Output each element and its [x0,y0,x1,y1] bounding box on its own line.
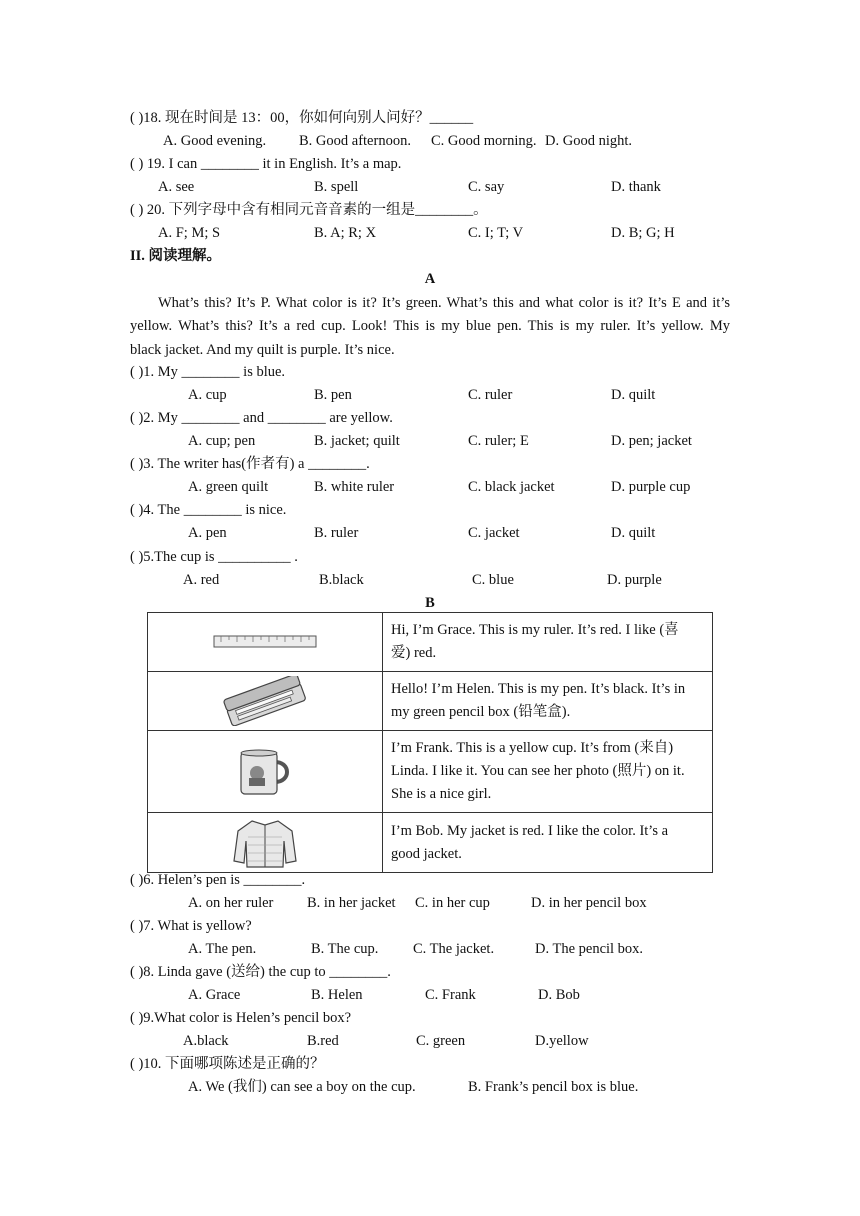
ruler-icon [213,634,317,650]
table-cell-text [383,672,713,731]
option: C. Good morning. [431,133,537,149]
table-cell-image [148,613,383,672]
option: B.red [307,1033,339,1049]
option: D. purple cup [611,479,691,495]
table-row [148,672,713,731]
passage-line: What’s this? It’s P. What color is it? It’s green. What’s this and what color is it? It’s E and it’s [158,295,730,311]
option: C. I; T; V [468,225,524,241]
table-cell-image [148,731,383,813]
option: A. green quilt [188,479,269,495]
passage-b-label: B [425,595,435,611]
option: D. Good night. [545,133,632,149]
section-heading: II. 阅读理解。 [130,248,222,264]
text-line: good jacket. [391,845,462,862]
question-1: ( )1. My ________ is blue. [130,364,286,380]
option: C. green [416,1033,466,1049]
option: D. thank [611,179,661,195]
option: C. ruler [468,387,513,403]
question-19: ( ) 19. I can ________ it in English. It’s a map. [130,156,402,172]
text-line: She is a nice girl. [391,786,492,802]
passage-b-table [147,612,713,873]
passage-a-label: A [424,271,436,287]
option: B. in her jacket [307,895,396,911]
option: D. quilt [611,525,656,541]
table-cell-image [148,813,383,873]
option: A. red [183,572,220,588]
option: A. see [158,179,195,195]
question-7: ( )7. What is yellow? [130,918,252,934]
option: A. The pen. [188,941,257,957]
table-cell-text [383,613,713,672]
option: A. We (我们) can see a boy on the cup. [188,1079,416,1095]
text-line: Hi, I’m Grace. This is my ruler. It’s red. I like (喜 [391,622,679,638]
option: A. cup [188,387,227,403]
option: C. black jacket [468,479,555,495]
text-line: I’m Frank. This is a yellow cup. It’s from (来自) [391,740,674,756]
option: B. white ruler [314,479,395,495]
option: A. Grace [188,987,241,1003]
question-18: ( )18. 现在时间是 13：00，你如何向别人问好？______ [130,110,474,126]
option: A. on her ruler [188,895,274,911]
question-2: ( )2. My ________ and ________ are yellow. [130,410,393,426]
question-9: ( )9.What color is Helen’s pencil box? [130,1010,352,1026]
question-6: ( )6. Helen’s pen is ________. [130,872,306,888]
option: B. Helen [311,987,363,1003]
question-3: ( )3. The writer has(作者有) a ________. [130,456,370,472]
question-20: ( ) 20. 下列字母中含有相同元音音素的一组是________。 [130,202,488,218]
passage-a-text [130,292,730,362]
jacket-icon [230,817,300,869]
question-4: ( )4. The ________ is nice. [130,502,287,518]
option: C. jacket [468,525,520,541]
table-row [148,813,713,873]
option: B. A; R; X [314,225,377,241]
table-cell-text [383,813,713,873]
option: A. F; M; S [158,225,221,241]
text-line: I’m Bob. My jacket is red. I like the color. It’s a [391,822,669,839]
option: B. spell [314,179,359,195]
option: C. Frank [425,987,476,1003]
text-line: 爱) red. [391,645,437,661]
option: B. ruler [314,525,359,541]
table-cell-text [383,731,713,813]
passage-line: yellow. What’s this? It’s a red cup. Look! This is my blue pen. This is my ruler. It’s yellow. My [130,318,730,335]
option: D. B; G; H [611,225,675,241]
option: B. pen [314,387,352,403]
option: D. in her pencil box [531,895,647,911]
option: B. jacket; quilt [314,433,400,449]
pencil-box-icon [220,676,310,726]
passage-line: black jacket. And my quilt is purple. It’s nice. [130,341,395,358]
option: D. pen; jacket [611,433,692,449]
option: B. Frank’s pencil box is blue. [468,1079,639,1095]
option: A. cup; pen [188,433,256,449]
table-cell-image [148,672,383,731]
option: D. Bob [538,987,580,1003]
text-line: Linda. I like it. You can see her photo (照片) on it. [391,763,685,779]
option: C. The jacket. [413,941,495,957]
option: A. pen [188,525,227,541]
option: A. Good evening. [163,133,267,149]
option: C. say [468,179,505,195]
question-8: ( )8. Linda gave (送给) the cup to ________. [130,964,391,980]
option: C. ruler; E [468,433,529,449]
cup-icon [235,746,295,798]
table-row [148,613,713,672]
option: A.black [183,1033,229,1049]
option: D.yellow [535,1033,589,1049]
option: D. quilt [611,387,656,403]
question-5: ( )5.The cup is __________ . [130,549,298,565]
option: B.black [319,572,364,588]
text-line: Hello! I’m Helen. This is my pen. It’s black. It’s in [391,681,686,697]
option: B. Good afternoon. [299,133,411,149]
table-row [148,731,713,813]
option: C. blue [472,572,514,588]
option: D. The pencil box. [535,941,644,957]
question-10: ( )10. 下面哪项陈述是正确的？ [130,1056,325,1072]
text-line: my green pencil box (铅笔盒). [391,704,571,720]
option: C. in her cup [415,895,490,911]
option: D. purple [607,572,662,588]
option: B. The cup. [311,941,379,957]
